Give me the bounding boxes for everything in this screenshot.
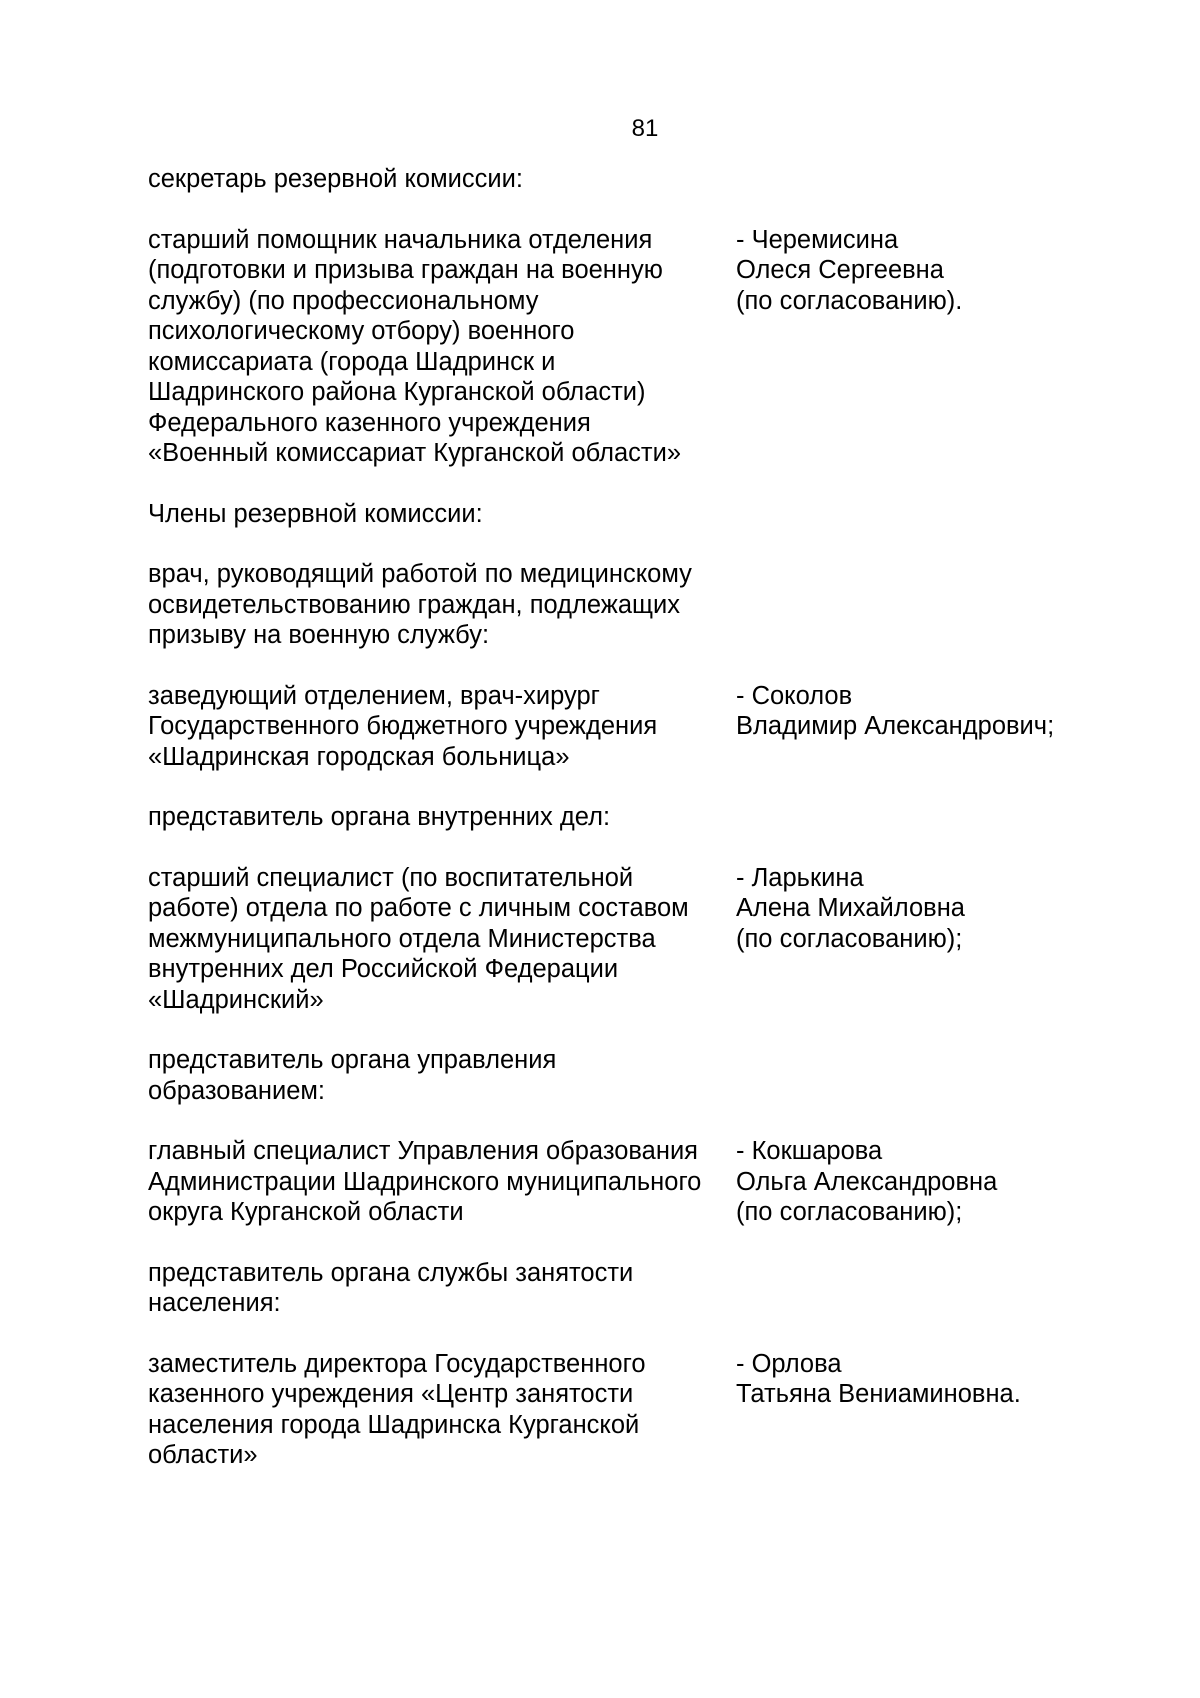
member-position: заместитель директора Государственного казенного учреждения «Центр занятости населения города Шадринска Курганской области» bbox=[148, 1349, 646, 1469]
member-name: - Соколов Владимир Александрович; bbox=[736, 681, 1055, 740]
member-row bbox=[148, 681, 1088, 773]
section-heading-doctor: врач, руководящий работой по медицинскому освидетельствованию граждан, подлежащих призыву на военную службу: bbox=[148, 560, 692, 649]
member-name: - Ларькина Алена Михайловна (по согласованию); bbox=[736, 863, 965, 953]
member-name: - Кокшарова Ольга Александровна (по согласованию); bbox=[736, 1137, 998, 1226]
page-number: 81 bbox=[631, 115, 659, 142]
member-row bbox=[148, 863, 1088, 1016]
member-position: старший помощник начальника отделения (подготовки и призыва граждан на военную службу) (по профессиональному психологическому отбору) военного комиссариата (города Шадринск и Шадринского района Курганской области) Федерального казенного учреждения «Военный комиссариат Курганской области» bbox=[148, 225, 682, 467]
member-position: старший специалист (по воспитательной работе) отдела по работе с личным составом межмуниципального отдела Министерства внутренних дел Российской Федерации «Шадринский» bbox=[148, 863, 689, 1014]
member-name: - Черемисина Олеся Сергеевна (по согласованию). bbox=[736, 225, 963, 315]
section-heading-secretary: секретарь резервной комиссии: bbox=[148, 165, 523, 193]
section-heading-internal-affairs: представитель органа внутренних дел: bbox=[148, 803, 611, 831]
document-body bbox=[148, 164, 1088, 1501]
member-row bbox=[148, 1349, 1088, 1471]
section-heading-education: представитель органа управления образованием: bbox=[148, 1046, 557, 1105]
member-position: заведующий отделением, врач-хирург Государственного бюджетного учреждения «Шадринская городская больница» bbox=[148, 681, 658, 771]
member-position: главный специалист Управления образования Администрации Шадринского муниципального округа Курганской области bbox=[148, 1137, 702, 1226]
member-name: - Орлова Татьяна Вениаминовна. bbox=[736, 1349, 1021, 1408]
member-row bbox=[148, 225, 1088, 469]
section-heading-members: Члены резервной комиссии: bbox=[148, 499, 483, 528]
section-heading-employment: представитель органа службы занятости населения: bbox=[148, 1258, 634, 1317]
member-row bbox=[148, 1136, 1088, 1228]
